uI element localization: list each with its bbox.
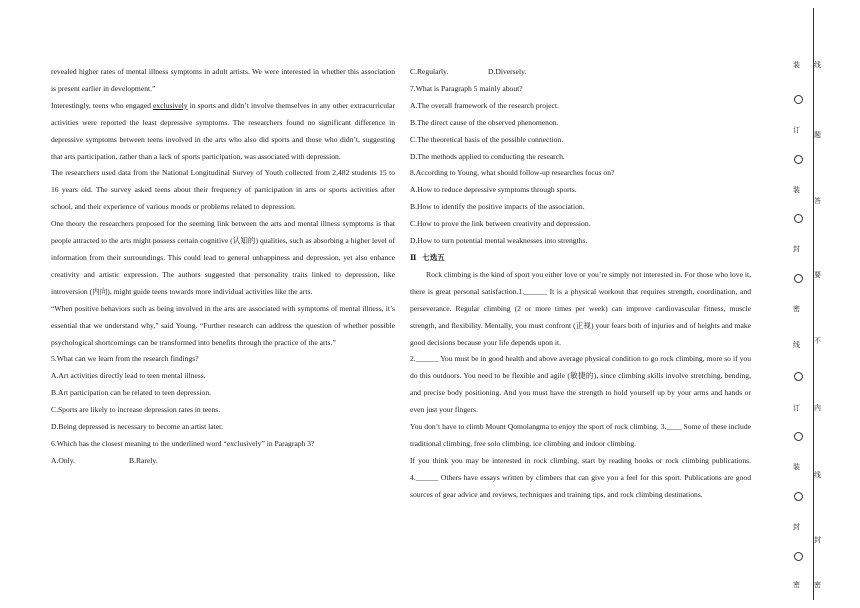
- binding-char: 答: [814, 197, 821, 205]
- option: A.Only.: [51, 455, 75, 465]
- option: B.Rarely.: [129, 455, 158, 465]
- paragraph: “When positive behaviors such as being involved in the arts are associated with symptoms of mental illness, it’s essential that we understand why,” said Young. “Further research can address the question of whether possible psychological shortcomings can be transformed into benefits through the practice of the arts.”: [51, 303, 395, 347]
- paragraph: Rock climbing is the kind of sport you either love or you’re simply not interested in. For those who love it, there is great personal satisfaction.1.______ It is a physical workout that requires strength, coordination, and perseverance. Regular climbing (2 or more times per week) can improve cardiovascular fitness, muscle strength, and flexibility. Mentally, you must confront (正视) your fears both of injuries and of heights and make good decisions because your life depends upon it.: [410, 269, 751, 347]
- binding-char: 要: [814, 271, 821, 279]
- question: 5.What can we learn from the research findings?: [51, 354, 199, 364]
- option: A.How to reduce depressive symptoms through sports.: [410, 185, 577, 195]
- paragraph: If you think you may be interested in rock climbing, start by reading books or rock climbing publications. 4.______ Others have essays written by climbers that can give you a feel for this sport. Publications are good sources of gear advice and reviews, techniques and training tips, and rock climbing destinations.: [410, 455, 751, 499]
- text-run: in sports and didn’t involve themselves in any other extracurricular activities were reported the least depressive symptoms. The researchers found no significant difference in depressive symptoms between teens involved in the arts who also did sports and those who didn’t, suggesting that arts participation, rather than a lack of sports participation, was associated with depression.: [51, 100, 396, 161]
- paragraph: One theory the researchers proposed for the seeming link between the arts and mental illness symptoms is that people attracted to the arts might possess certain cognitive (认知的) qualities, such as absorbing a higher level of information from their surroundings. This could lead to general unhappiness and depression, yet also enhance creativity and artistic expression. The authors suggested that personality traits linked to depression, like introversion (内向), might guide teens towards more individual activities like the arts.: [51, 219, 395, 296]
- binding-hole: [794, 432, 803, 441]
- binding-char: 密: [793, 581, 800, 589]
- binding-char: 封: [814, 536, 821, 544]
- option: B.The direct cause of the observed phenomenon.: [410, 117, 559, 127]
- option: B.Art participation can be related to teen depression.: [51, 388, 212, 398]
- right-column: [410, 64, 751, 504]
- option: C.The theoretical basis of the possible connection.: [410, 134, 564, 144]
- binding-char: 订: [793, 404, 800, 412]
- option-row: [410, 64, 751, 81]
- option: D.Diversely.: [488, 67, 527, 76]
- paragraph: The researchers used data from the National Longitudinal Survey of Youth collected from 2,482 students 15 to 16 years old. The survey asked teens about their frequency of participation in arts or sports activities after school, and their experience of various moods or problems related to depression.: [51, 168, 395, 212]
- left-column: [51, 64, 395, 470]
- option: A.The overall framework of the research project.: [410, 100, 559, 110]
- option: A.Art activities directly lead to teen mental illness.: [51, 371, 206, 381]
- binding-char: 线: [793, 341, 800, 349]
- option: D.How to turn potential mental weaknesses into strengths.: [410, 236, 588, 246]
- binding-hole: [794, 214, 803, 223]
- option: C.How to prove the link between creativity and depression.: [410, 219, 591, 229]
- binding-char: 封: [793, 245, 800, 253]
- paragraph: 2.______ You must be in good health and above average physical condition to go rock climbing, more so if you do this outdoors. You need to be flexible and agile (敏捷的), since climbing skills involve stretching, bending, and precise body positioning. And you must have the strength to hold yourself up by your arms and hands or even just your fingers.: [410, 354, 751, 415]
- question: 6.Which has the closest meaning to the underlined word “exclusively” in Paragraph 3?: [51, 438, 315, 448]
- binding-char: 内: [814, 404, 821, 412]
- binding-char: 密: [793, 305, 800, 313]
- binding-hole: [794, 95, 803, 104]
- option-row: [51, 453, 395, 470]
- paragraph: You don’t have to climb Mount Qomolangma to enjoy the sport of rock climbing. 3.____ Some of these include traditional climbing, free solo climbing, ice climbing and indoor climbing.: [410, 422, 751, 448]
- binding-line: [813, 8, 814, 600]
- paragraph: revealed higher rates of mental illness symptoms in adult artists. We were interested in whether this association is present earlier in development.”: [51, 67, 395, 93]
- binding-char: 封: [793, 523, 800, 531]
- paragraph: [51, 98, 395, 166]
- option: D.Being depressed is necessary to become an artist later.: [51, 422, 224, 432]
- binding-char: 线: [814, 471, 821, 479]
- underlined-word: exclusively: [153, 100, 188, 110]
- option: C.Regularly.: [410, 67, 449, 76]
- binding-char: 不: [814, 337, 821, 345]
- binding-hole: [794, 155, 803, 164]
- option: D.The methods applied to conducting the research.: [410, 151, 565, 161]
- section-title: 七选五: [422, 252, 445, 262]
- binding-char: 题: [814, 131, 821, 139]
- binding-char: 装: [793, 186, 800, 194]
- binding-hole: [794, 274, 803, 283]
- binding-hole: [794, 492, 803, 501]
- binding-char: 密: [814, 581, 821, 589]
- option: C.Sports are likely to increase depression rates in teens.: [51, 405, 221, 415]
- section-number: Ⅱ: [410, 252, 417, 262]
- binding-char: 装: [793, 463, 800, 471]
- binding-char: 线: [814, 61, 821, 69]
- question: 8.According to Young, what should follow-up researches focus on?: [410, 168, 615, 178]
- question: 7.What is Paragraph 5 mainly about?: [410, 83, 523, 93]
- option: B.How to identify the positive impacts of the association.: [410, 202, 585, 212]
- binding-char: 装: [793, 61, 800, 69]
- text-run: Interestingly, teens who engaged: [51, 100, 154, 110]
- binding-char: 订: [793, 126, 800, 134]
- section-heading: [410, 250, 751, 267]
- binding-hole: [794, 372, 803, 381]
- binding-hole: [794, 552, 803, 561]
- binding-strip: [778, 0, 860, 608]
